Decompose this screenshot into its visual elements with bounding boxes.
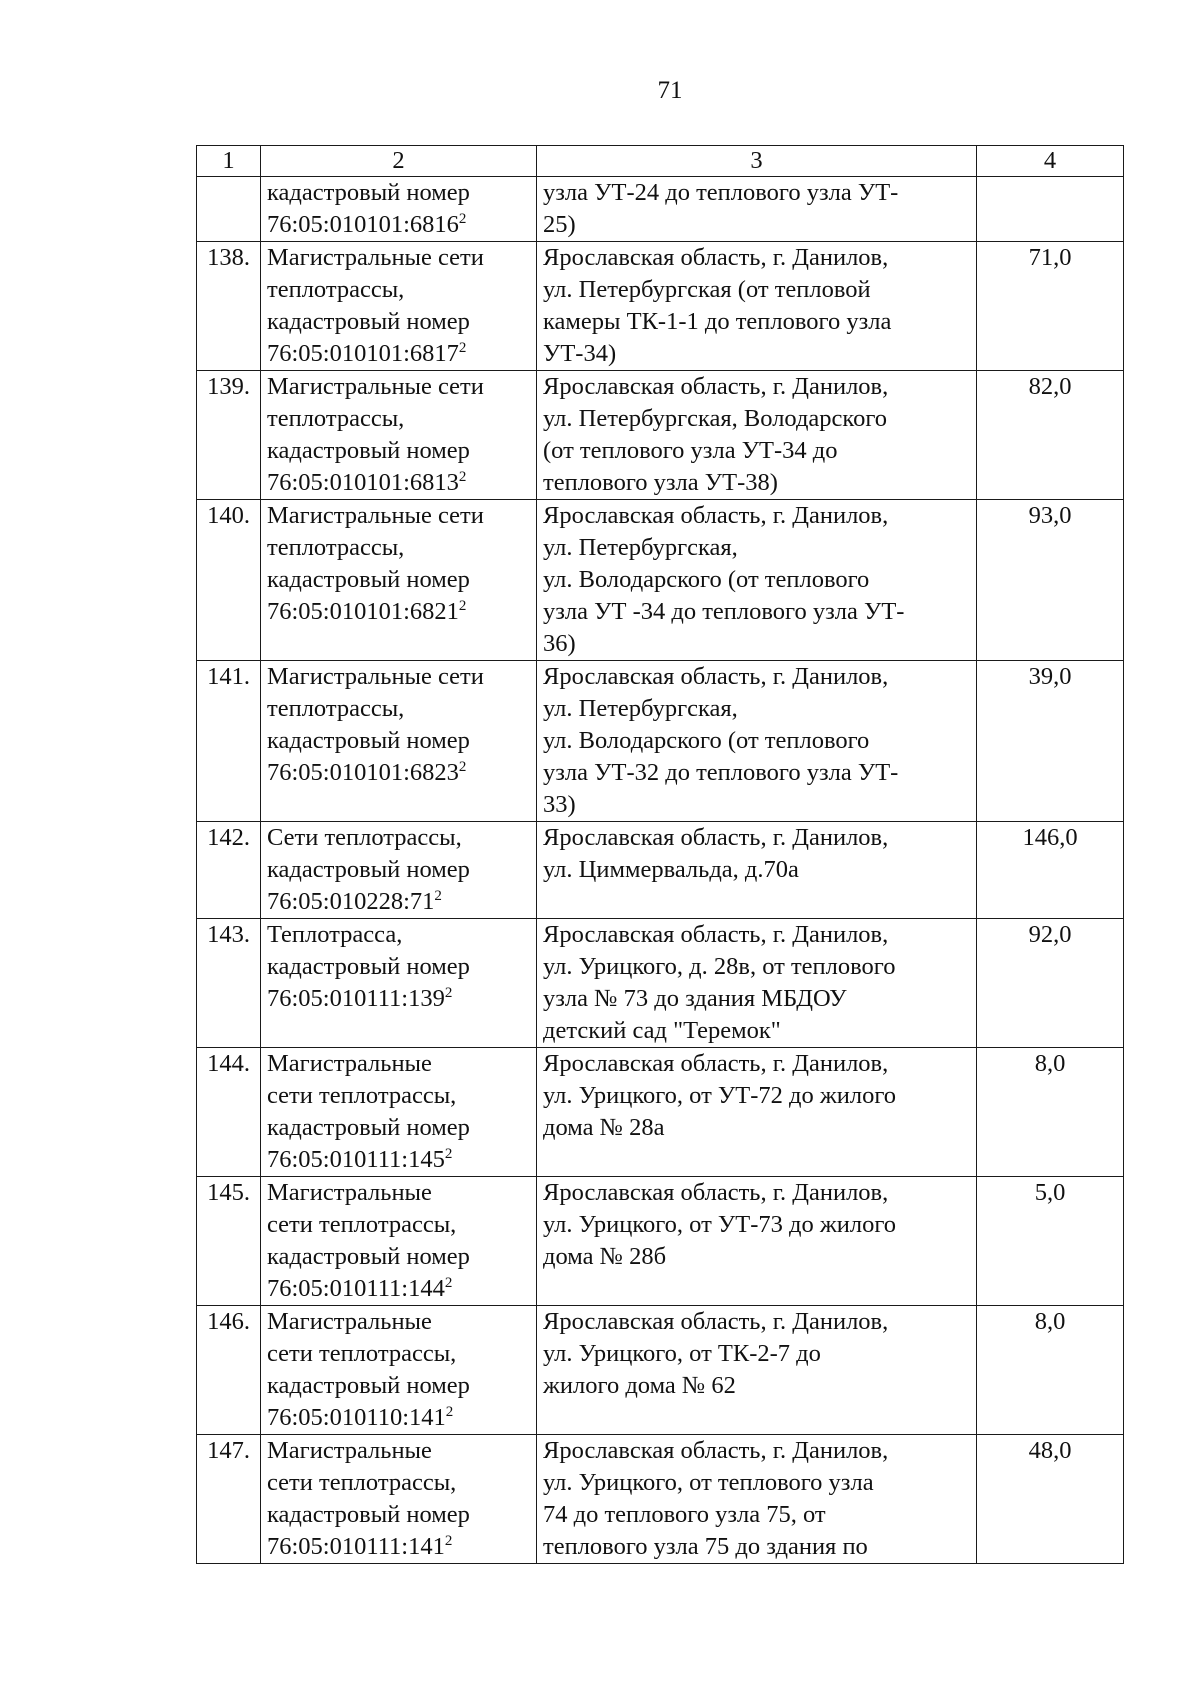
object-name-line: сети теплотрассы, [267, 1340, 457, 1367]
row-number-cell: 145. [197, 1177, 261, 1306]
address-line: ул. Петербургская (от тепловой [543, 276, 871, 303]
object-name-line: теплотрассы, [267, 695, 405, 722]
address-line: узла УТ-24 до теплового узла УТ- [543, 179, 899, 206]
table-row [197, 661, 1124, 822]
row-number-cell: 139. [197, 371, 261, 500]
object-name-line: 76:05:010101:6821$^2$ [267, 598, 467, 625]
object-name-line: кадастровый номер [267, 727, 470, 754]
page-number: 71 [657, 77, 683, 104]
footnote-marker: 2 [444, 985, 453, 1001]
length-value-cell [977, 177, 1124, 242]
header-cell-number: 1 [197, 146, 261, 177]
address-cell [537, 500, 977, 661]
length-value-cell: 39,0 [977, 661, 1124, 822]
object-name-line: теплотрассы, [267, 405, 405, 432]
table-body [197, 177, 1124, 1564]
row-number-cell: 138. [197, 242, 261, 371]
object-name-line: кадастровый номер [267, 437, 470, 464]
object-name-line: 76:05:010101:6816$^2$ [267, 211, 467, 238]
object-name-line: кадастровый номер [267, 1501, 470, 1528]
object-name-line: кадастровый номер [267, 179, 470, 206]
object-name-line: Магистральные сети [267, 663, 484, 690]
footnote-marker: 2 [444, 1275, 453, 1291]
address-line: Ярославская область, г. Данилов, [543, 1437, 889, 1464]
address-line: (от теплового узла УТ-34 до [543, 437, 838, 464]
address-cell [537, 661, 977, 822]
address-line: узла № 73 до здания МБДОУ [543, 985, 847, 1012]
object-name-line: сети теплотрассы, [267, 1082, 457, 1109]
object-name-line: Магистральные [267, 1050, 432, 1077]
object-name-line: кадастровый номер [267, 1114, 470, 1141]
object-name-line: $76:05:010111:145^2$ [267, 1146, 453, 1173]
header-cell-value: 4 [977, 146, 1124, 177]
address-line: ул. Урицкого, от УТ-72 до жилого [543, 1082, 897, 1109]
row-number-cell [197, 177, 261, 242]
address-line: узла УТ -34 до теплового узла УТ- [543, 598, 905, 625]
object-name-line: $76:05:010111:144^2$ [267, 1275, 453, 1302]
address-cell [537, 919, 977, 1048]
address-line: Ярославская область, г. Данилов, [543, 921, 889, 948]
row-number-cell: 142. [197, 822, 261, 919]
object-name-cell [261, 500, 537, 661]
object-name-cell [261, 1048, 537, 1177]
object-name-cell [261, 822, 537, 919]
address-line: ул. Петербургская, [543, 695, 738, 722]
footnote-marker: 2 [434, 888, 442, 904]
object-name-line: кадастровый номер [267, 1243, 470, 1270]
object-name-cell [261, 177, 537, 242]
address-line: Ярославская область, г. Данилов, [543, 1179, 889, 1206]
object-name-line: кадастровый номер [267, 856, 470, 883]
address-cell [537, 177, 977, 242]
table-row [197, 177, 1124, 242]
object-name-line: Теплотрасса, [267, 921, 403, 948]
object-name-line: 76:05:010101:6817$^2$ [267, 340, 467, 367]
length-value-cell: 8,0 [977, 1306, 1124, 1435]
footnote-marker: 2 [444, 1146, 453, 1162]
row-number-cell: 144. [197, 1048, 261, 1177]
address-line: теплового узла 75 до здания по [543, 1533, 868, 1560]
footnote-marker: 2 [444, 1533, 453, 1549]
object-name-line: Сети теплотрассы, [267, 824, 462, 851]
row-number-cell: 147. [197, 1435, 261, 1564]
address-line: ул. Урицкого, д. 28в, от теплового [543, 953, 896, 980]
object-name-cell [261, 1435, 537, 1564]
object-name-line: Магистральные [267, 1437, 432, 1464]
object-name-line: Магистральные сети [267, 502, 484, 529]
length-value-cell: 93,0 [977, 500, 1124, 661]
object-name-line: сети теплотрассы, [267, 1211, 457, 1238]
table-row [197, 1048, 1124, 1177]
address-line: Ярославская область, г. Данилов, [543, 663, 889, 690]
object-name-cell [261, 242, 537, 371]
object-name-line: Магистральные сети [267, 373, 484, 400]
table-row [197, 500, 1124, 661]
object-name-line: теплотрассы, [267, 276, 405, 303]
address-line: 74 до теплового узла 75, от [543, 1501, 826, 1528]
object-name-cell [261, 919, 537, 1048]
object-name-line: 76:05:010101:6823$^2$ [267, 759, 467, 786]
object-name-line: кадастровый номер [267, 1372, 470, 1399]
address-line: камеры ТК-1-1 до теплового узла [543, 308, 892, 335]
address-line: Ярославская область, г. Данилов, [543, 1050, 889, 1077]
object-name-cell [261, 1306, 537, 1435]
address-cell [537, 242, 977, 371]
address-line: УТ-34) [543, 340, 617, 367]
object-name-line: $76:05:010111:141^2$ [267, 1533, 453, 1560]
footnote-marker: 2 [458, 340, 467, 356]
object-name-line: $76:05:010111:139^2$ [267, 985, 453, 1012]
length-value-cell: 82,0 [977, 371, 1124, 500]
header-cell-address: 3 [537, 146, 977, 177]
footnote-marker: 2 [458, 469, 467, 485]
row-number-cell: 140. [197, 500, 261, 661]
header-row [197, 146, 1124, 177]
footnote-marker: 2 [458, 759, 467, 775]
object-name-cell [261, 371, 537, 500]
length-value-cell: 8,0 [977, 1048, 1124, 1177]
document-table [196, 145, 1124, 1564]
row-number-cell: 141. [197, 661, 261, 822]
object-name-cell [261, 661, 537, 822]
footnote-marker: 2 [458, 598, 467, 614]
address-line: Ярославская область, г. Данилов, [543, 373, 889, 400]
address-line: теплового узла УТ-38) [543, 469, 778, 496]
address-line: ул. Петербургская, Володарского [543, 405, 888, 432]
address-line: ул. Циммервальда, д.70а [543, 856, 799, 883]
address-line: Ярославская область, г. Данилов, [543, 244, 889, 271]
address-line: ул. Урицкого, от УТ-73 до жилого [543, 1211, 897, 1238]
object-name-line: $76:05:010110:141^2$ [267, 1404, 454, 1431]
address-line: жилого дома № 62 [543, 1372, 736, 1399]
address-line: Ярославская область, г. Данилов, [543, 502, 889, 529]
object-name-line: Магистральные [267, 1308, 432, 1335]
address-line: ул. Володарского (от теплового [543, 566, 870, 593]
address-line: дома № 28б [543, 1243, 667, 1270]
object-name-cell [261, 1177, 537, 1306]
address-cell [537, 371, 977, 500]
address-line: ул. Урицкого, от теплового узла [543, 1469, 874, 1496]
object-name-line: 76:05:010101:6813$^2$ [267, 469, 467, 496]
table-row [197, 919, 1124, 1048]
row-number-cell: 143. [197, 919, 261, 1048]
address-line: ул. Петербургская, [543, 534, 738, 561]
address-line: 36) [543, 630, 576, 657]
length-value-cell: 92,0 [977, 919, 1124, 1048]
table-row [197, 822, 1124, 919]
length-value-cell: 48,0 [977, 1435, 1124, 1564]
address-line: узла УТ-32 до теплового узла УТ- [543, 759, 899, 786]
object-name-line: кадастровый номер [267, 566, 470, 593]
table-row [197, 242, 1124, 371]
object-name-line: сети теплотрассы, [267, 1469, 457, 1496]
address-line: 33) [543, 791, 576, 818]
address-line: ул. Урицкого, от ТК-2-7 до [543, 1340, 821, 1367]
address-cell [537, 1177, 977, 1306]
length-value-cell: 71,0 [977, 242, 1124, 371]
footnote-marker: 2 [445, 1404, 454, 1420]
object-name-line: кадастровый номер [267, 953, 470, 980]
address-line: дома № 28а [543, 1114, 665, 1141]
table-row [197, 1177, 1124, 1306]
address-cell [537, 1306, 977, 1435]
table-row [197, 1306, 1124, 1435]
object-name-line: Магистральные сети [267, 244, 484, 271]
address-line: 25) [543, 211, 576, 238]
address-line: ул. Володарского (от теплового [543, 727, 870, 754]
address-line: Ярославская область, г. Данилов, [543, 1308, 889, 1335]
header-cell-name: 2 [261, 146, 537, 177]
address-cell [537, 1435, 977, 1564]
row-number-cell: 146. [197, 1306, 261, 1435]
table-row [197, 371, 1124, 500]
footnote-marker: 2 [458, 211, 467, 227]
address-line: детский сад "Теремок" [543, 1017, 781, 1044]
object-name-line: кадастровый номер [267, 308, 470, 335]
object-name-line: $76:05:010228:71^2$ [267, 888, 442, 915]
object-name-line: Магистральные [267, 1179, 432, 1206]
length-value-cell: 146,0 [977, 822, 1124, 919]
length-value-cell: 5,0 [977, 1177, 1124, 1306]
address-cell [537, 822, 977, 919]
address-line: Ярославская область, г. Данилов, [543, 824, 889, 851]
table-row [197, 1435, 1124, 1564]
address-cell [537, 1048, 977, 1177]
object-name-line: теплотрассы, [267, 534, 405, 561]
